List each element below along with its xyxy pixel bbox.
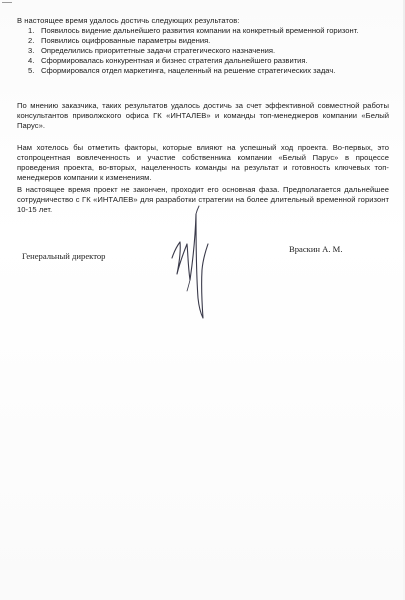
results-list (28, 26, 389, 76)
list-item-text: Сформировался отдел маркетинга, нацеленный на решение стратегических задач. (41, 66, 336, 75)
list-item-number: 5. (28, 66, 35, 75)
signatory-title: Генеральный директор (22, 251, 106, 261)
list-item-text: Сформировалась конкурентная и бизнес стратегия дальнейшего развития. (41, 56, 308, 65)
list-item (28, 56, 389, 66)
list-item (28, 66, 389, 76)
list-item (28, 36, 389, 46)
paragraph-project-status: В настоящее время проект не закончен, проходит его основная фаза. Предполагается дальнейшее сотрудничество с ГК «ИНТАЛЕВ» для разработки стратегии на более длительный временной горизонт 10-15 лет. (17, 185, 389, 214)
paragraph-client-opinion: По мнению заказчика, таких результатов удалось достичь за счет эффективной совместной работы консультантов приволжского офиса ГК «ИНТАЛЕВ» и команды топ-менеджеров компании «Белый Парус». (17, 101, 389, 130)
list-item-text: Появилось видение дальнейшего развития компании на конкретный временной горизонт. (41, 26, 359, 35)
list-item-number: 1. (28, 26, 35, 35)
handwritten-signature (150, 200, 240, 325)
list-item (28, 46, 389, 56)
paragraph-success-factors: Нам хотелось бы отметить факторы, которые влияют на успешный ход проекта. Во-первых, это стопроцентная вовлеченность и участие собственника компании «Белый Парус» в процессе проведения проекта, во-вторых, нацеленность команды на результат и готовность ключевых топ-менеджеров компании к изменениям. (17, 143, 389, 182)
list-item-text: Появились оцифрованные параметры видения. (41, 36, 211, 45)
list-item-number: 2. (28, 36, 35, 45)
intro-line: В настоящее время удалось достичь следующих результатов: (17, 16, 240, 25)
list-item-number: 4. (28, 56, 35, 65)
signatory-name: Враскин А. М. (289, 244, 343, 254)
scan-corner-mark (2, 2, 12, 8)
list-item-text: Определились приоритетные задачи стратегического назначения. (41, 46, 276, 55)
list-item (28, 26, 389, 36)
list-item-number: 3. (28, 46, 35, 55)
